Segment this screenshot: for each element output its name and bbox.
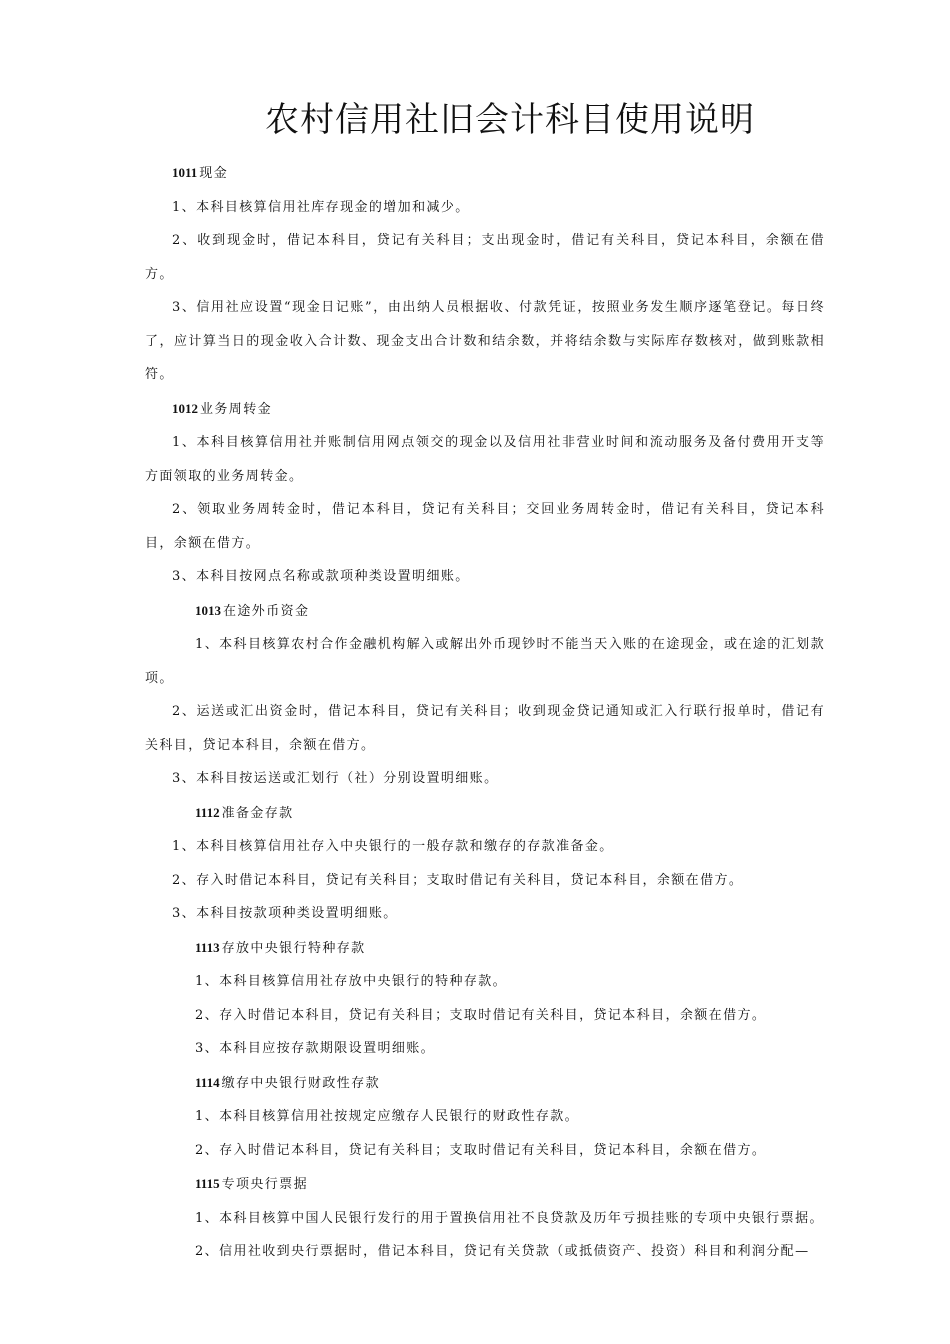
account-name: 准备金存款: [221, 805, 294, 821]
body-paragraph: 2、存入时借记本科目，贷记有关科目；支取时借记有关科目，贷记本科目，余额在借方。: [195, 1142, 767, 1158]
body-paragraph: 3、信用社应设置“现金日记账”，由出纳人员根据收、付款凭证，按照业务发生顺序逐笔登记。每日终了，应计算当日的现金收入合计数、现金支出合计数和结余数，并将结余数与实际库存数核对，做到账款相符。: [145, 300, 825, 382]
page-title: 农村信用社旧会计科目使用说明: [265, 100, 755, 140]
body-paragraph: 2、收到现金时，借记本科目，贷记有关科目；支出现金时，借记有关科目，贷记本科目，余额在借方。: [145, 233, 825, 282]
account-code: 1013: [195, 602, 221, 618]
account-name: 在途外币资金: [223, 603, 310, 619]
account-code: 1115: [195, 1176, 220, 1191]
section-heading: [145, 931, 825, 966]
account-code: 1011: [172, 165, 198, 180]
body-paragraph: 3、本科目按网点名称或款项种类设置明细账。: [172, 569, 470, 584]
section-heading: [145, 1066, 825, 1101]
account-name: 专项央行票据: [221, 1177, 308, 1192]
body-paragraph: 2、运送或汇出资金时，借记本科目，贷记有关科目；收到现金贷记通知或汇入行联行报单时，借记有关科目，贷记本科目，余额在借方。: [145, 704, 825, 753]
body-paragraph: 1、本科目核算信用社库存现金的增加和减少。: [172, 199, 470, 215]
body-paragraph: 2、领取业务周转金时，借记本科目，贷记有关科目；交回业务周转金时，借记有关科目，贷记本科目，余额在借方。: [145, 502, 825, 551]
section-heading: [145, 392, 825, 427]
body-paragraph: 3、本科目按运送或汇划行（社）分别设置明细账。: [172, 771, 499, 786]
account-name: 业务周转金: [200, 401, 273, 417]
body-paragraph: 1、本科目核算信用社存入中央银行的一般存款和缴存的存款准备金。: [172, 839, 614, 854]
body-paragraph: 3、本科目应按存款期限设置明细账。: [195, 1041, 436, 1056]
account-code: 1012: [172, 400, 198, 416]
document-body: [145, 156, 825, 1269]
body-paragraph: 1、本科目核算中国人民银行发行的用于置换信用社不良贷款及历年亏损挂账的专项中央银行票据。: [195, 1210, 824, 1226]
account-code: 1114: [195, 1074, 220, 1090]
section-heading: [145, 1167, 825, 1202]
account-name: 存放中央银行特种存款: [221, 940, 366, 956]
body-paragraph: 3、本科目按款项种类设置明细账。: [172, 906, 398, 921]
body-paragraph: 2、信用社收到央行票据时，借记本科目，贷记有关贷款（或抵债资产、投资）科目和利润分配—: [195, 1244, 810, 1259]
account-code: 1113: [195, 939, 220, 955]
body-paragraph: 1、本科目核算信用社存放中央银行的特种存款。: [195, 974, 508, 989]
account-code: 1112: [195, 804, 220, 820]
body-paragraph: 1、本科目核算信用社并账制信用网点领交的现金以及信用社非营业时间和流动服务及备付费用开支等方面领取的业务周转金。: [145, 435, 825, 484]
section-heading: [145, 796, 825, 831]
account-name: 缴存中央银行财政性存款: [221, 1075, 380, 1091]
section-heading: [145, 594, 825, 629]
account-name: 现金: [199, 166, 229, 181]
body-paragraph: 2、存入时借记本科目，贷记有关科目；支取时借记有关科目，贷记本科目，余额在借方。: [195, 1007, 767, 1023]
section-heading: [145, 156, 825, 191]
body-paragraph: 1、本科目核算信用社按规定应缴存人民银行的财政性存款。: [195, 1109, 580, 1124]
body-paragraph: 1、本科目核算农村合作金融机构解入或解出外币现钞时不能当天入账的在途现金，或在途的汇划款项。: [145, 637, 825, 686]
body-paragraph: 2、存入时借记本科目，贷记有关科目；支取时借记有关科目，贷记本科目，余额在借方。: [172, 872, 744, 888]
